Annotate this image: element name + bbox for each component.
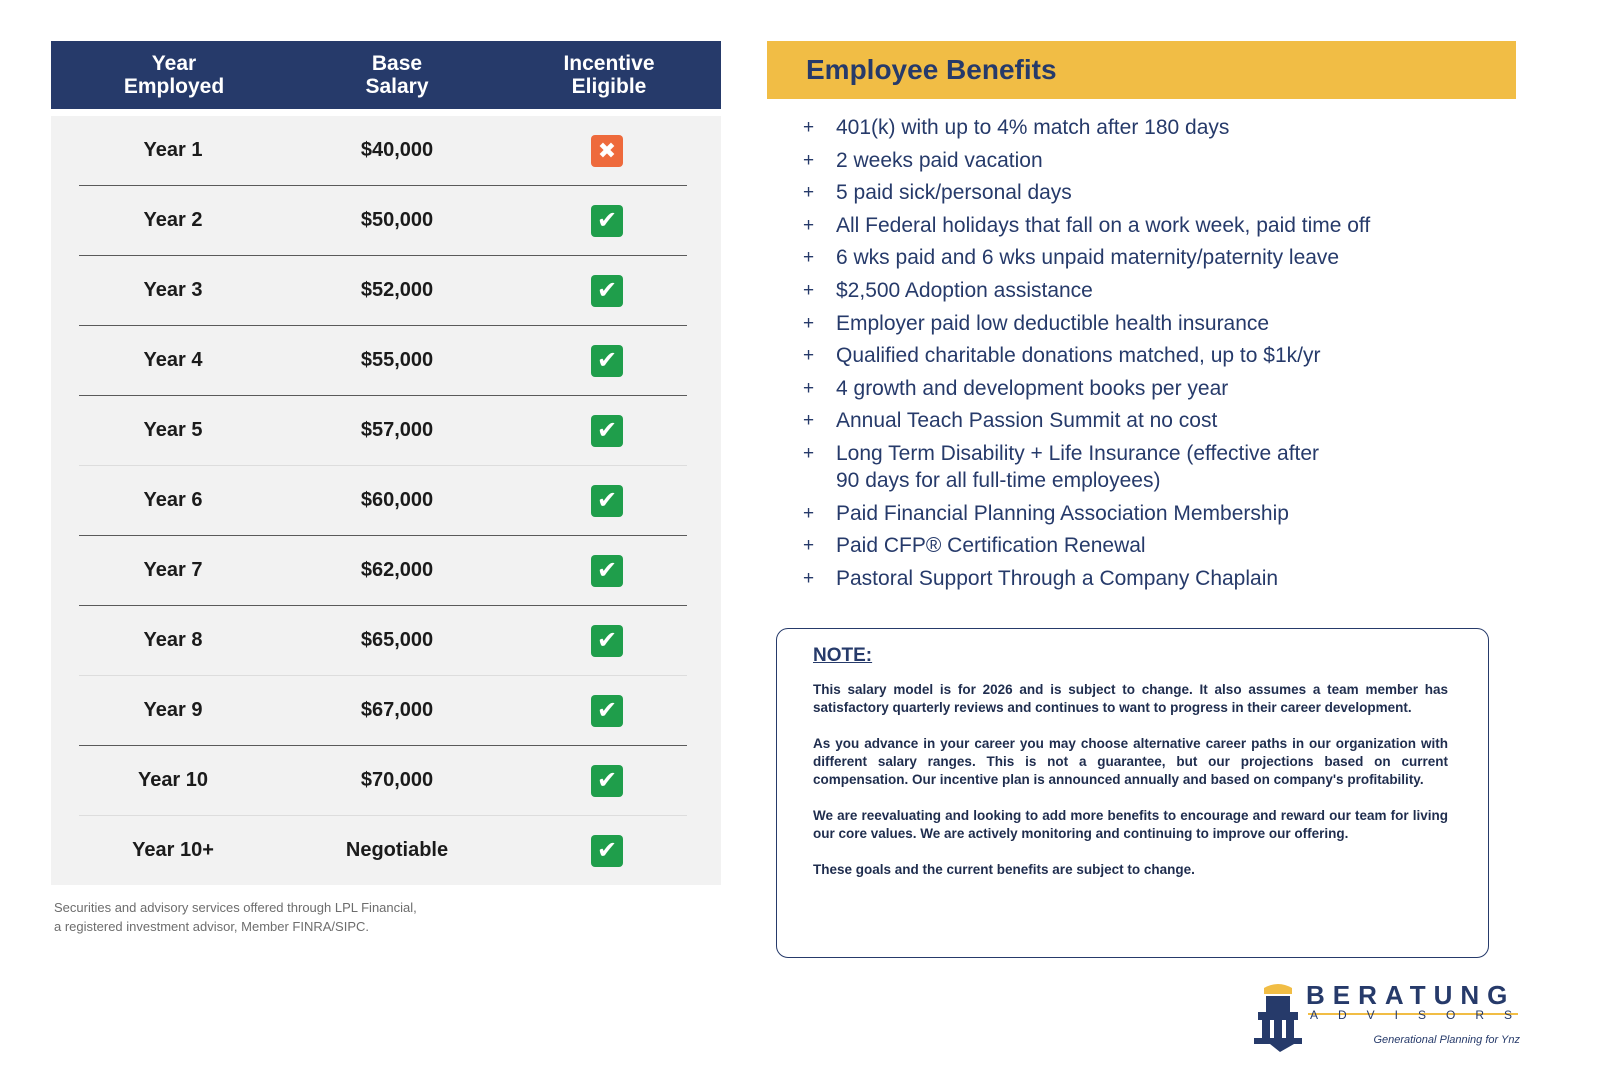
- eligibility-cell: [527, 765, 687, 797]
- table-header: [51, 41, 721, 109]
- check-icon: ✔: [591, 485, 623, 517]
- benefit-text: 6 wks paid and 6 wks unpaid maternity/paternity leave: [836, 246, 1340, 270]
- benefit-text: Long Term Disability + Life Insurance (effective after 90 days for all full-time employees): [836, 441, 1320, 492]
- table-row: [79, 256, 687, 326]
- year-cell: Year 5: [143, 419, 203, 441]
- plus-icon: +: [803, 149, 815, 171]
- benefit-text: $2,500 Adoption assistance: [836, 278, 1093, 302]
- note-paragraph: As you advance in your career you may choose alternative career paths in our organization with different salary ranges. This is not a guarantee, but our projections based on current compensation. Our incentive plan is announced annually and based on company's profitability.: [813, 736, 1448, 787]
- salary-cell: $70,000: [360, 769, 434, 791]
- benefit-item: [803, 565, 1503, 592]
- logo-wordmark: BERATUNG: [1306, 980, 1516, 1010]
- eligibility-cell: [527, 485, 687, 517]
- plus-icon: +: [803, 377, 815, 399]
- benefit-item: [803, 147, 1503, 174]
- benefit-text: Pastoral Support Through a Company Chaplain: [836, 566, 1279, 590]
- table-row: [79, 746, 687, 816]
- table-body: [51, 116, 721, 885]
- check-icon: ✔: [591, 205, 623, 237]
- plus-icon: +: [803, 247, 815, 269]
- logo-subname: ADVISORS: [1310, 1008, 1533, 1022]
- table-row: [79, 116, 687, 186]
- salary-cell: $67,000: [360, 699, 434, 721]
- plus-icon: +: [803, 502, 815, 524]
- plus-icon: +: [803, 312, 815, 334]
- table-row: [79, 396, 687, 466]
- benefit-text: 2 weeks paid vacation: [836, 148, 1043, 172]
- plus-icon: +: [803, 117, 815, 138]
- benefit-item: [803, 277, 1503, 304]
- salary-cell: $40,000: [360, 139, 434, 161]
- logo-building-icon: [1250, 982, 1306, 1052]
- table-row: [79, 186, 687, 256]
- check-icon: ✔: [591, 765, 623, 797]
- table-row: [79, 536, 687, 606]
- eligibility-cell: [527, 275, 687, 307]
- eligibility-cell: [527, 135, 687, 167]
- check-icon: ✔: [591, 415, 623, 447]
- header-year-employed: Year Employed: [123, 52, 225, 98]
- logo-tagline: Generational Planning for Ynz: [1373, 1034, 1520, 1046]
- salary-cell: Negotiable: [345, 839, 449, 861]
- year-cell: Year 7: [143, 559, 203, 581]
- benefit-item: [803, 310, 1503, 337]
- eligibility-cell: [527, 835, 687, 867]
- year-cell: Year 1: [143, 139, 203, 161]
- company-logo: [1250, 980, 1533, 1060]
- benefits-list: [803, 114, 1503, 597]
- note-paragraph: This salary model is for 2026 and is subject to change. It also assumes a team member has satisfactory quarterly reviews and continues to want to progress in their career development.: [813, 682, 1448, 715]
- benefit-item: [803, 114, 1503, 141]
- year-cell: Year 2: [143, 209, 203, 231]
- salary-cell: $57,000: [360, 419, 434, 441]
- eligibility-cell: [527, 205, 687, 237]
- benefit-text: All Federal holidays that fall on a work week, paid time off: [836, 213, 1371, 237]
- plus-icon: +: [803, 535, 815, 557]
- note-paragraph: These goals and the current benefits are subject to change.: [813, 862, 1195, 877]
- benefit-item: [803, 244, 1503, 271]
- eligibility-cell: [527, 695, 687, 727]
- year-cell: Year 3: [143, 279, 203, 301]
- table-row: [79, 606, 687, 676]
- disclaimer-text: Securities and advisory services offered through LPL Financial, a registered investment advisor, Member FINRA/SIPC.: [54, 900, 417, 934]
- benefit-item: [803, 407, 1503, 434]
- year-cell: Year 6: [143, 489, 203, 511]
- benefit-text: Paid Financial Planning Association Membership: [836, 501, 1289, 525]
- check-icon: ✔: [591, 835, 623, 867]
- benefit-text: 5 paid sick/personal days: [836, 181, 1072, 205]
- benefit-text: 401(k) with up to 4% match after 180 days: [836, 116, 1230, 139]
- benefit-text: Paid CFP® Certification Renewal: [836, 534, 1146, 558]
- year-cell: Year 9: [143, 699, 203, 721]
- eligibility-cell: [527, 555, 687, 587]
- benefit-text: 4 growth and development books per year: [836, 376, 1229, 400]
- benefits-title: Employee Benefits: [806, 54, 1057, 85]
- table-row: [79, 326, 687, 396]
- year-cell: Year 10+: [132, 839, 214, 861]
- plus-icon: +: [803, 410, 815, 432]
- salary-cell: $60,000: [360, 489, 434, 511]
- note-paragraph: We are reevaluating and looking to add more benefits to encourage and reward our team for living our core values. We are actively monitoring and continuing to improve our offering.: [813, 808, 1448, 841]
- check-icon: ✔: [591, 345, 623, 377]
- benefit-item: [803, 179, 1503, 206]
- cross-icon: ✖: [591, 135, 623, 167]
- plus-icon: +: [803, 279, 815, 301]
- check-icon: ✔: [591, 275, 623, 307]
- eligibility-cell: [527, 415, 687, 447]
- plus-icon: +: [803, 442, 815, 464]
- salary-table: [51, 41, 721, 885]
- year-cell: Year 8: [143, 629, 203, 651]
- year-cell: Year 10: [137, 769, 209, 791]
- note-box: [776, 628, 1489, 958]
- check-icon: ✔: [591, 695, 623, 727]
- table-row: [79, 676, 687, 746]
- check-icon: ✔: [591, 555, 623, 587]
- header-incentive-eligible: Incentive Eligible: [563, 52, 655, 98]
- salary-cell: $50,000: [360, 209, 434, 231]
- year-cell: Year 4: [143, 349, 203, 371]
- salary-cell: $52,000: [360, 279, 434, 301]
- eligibility-cell: [527, 345, 687, 377]
- header-base-salary: Base Salary: [365, 52, 429, 98]
- salary-cell: $62,000: [360, 559, 434, 581]
- benefit-text: Qualified charitable donations matched, up to $1k/yr: [836, 344, 1321, 368]
- eligibility-cell: [527, 625, 687, 657]
- plus-icon: +: [803, 567, 815, 589]
- plus-icon: +: [803, 182, 815, 204]
- benefit-item: [803, 440, 1503, 494]
- plus-icon: +: [803, 214, 815, 236]
- salary-cell: $65,000: [360, 629, 434, 651]
- benefit-item: [803, 342, 1503, 369]
- benefit-text: Annual Teach Passion Summit at no cost: [836, 409, 1218, 433]
- benefit-item: [803, 375, 1503, 402]
- benefit-item: [803, 500, 1503, 527]
- benefits-header: [767, 41, 1516, 99]
- note-title: NOTE:: [813, 645, 873, 666]
- table-row: [79, 466, 687, 536]
- check-icon: ✔: [591, 625, 623, 657]
- plus-icon: +: [803, 345, 815, 367]
- benefit-item: [803, 532, 1503, 559]
- benefit-item: [803, 212, 1503, 239]
- table-row: [79, 816, 687, 885]
- salary-cell: $55,000: [360, 349, 434, 371]
- benefit-text: Employer paid low deductible health insurance: [836, 311, 1270, 335]
